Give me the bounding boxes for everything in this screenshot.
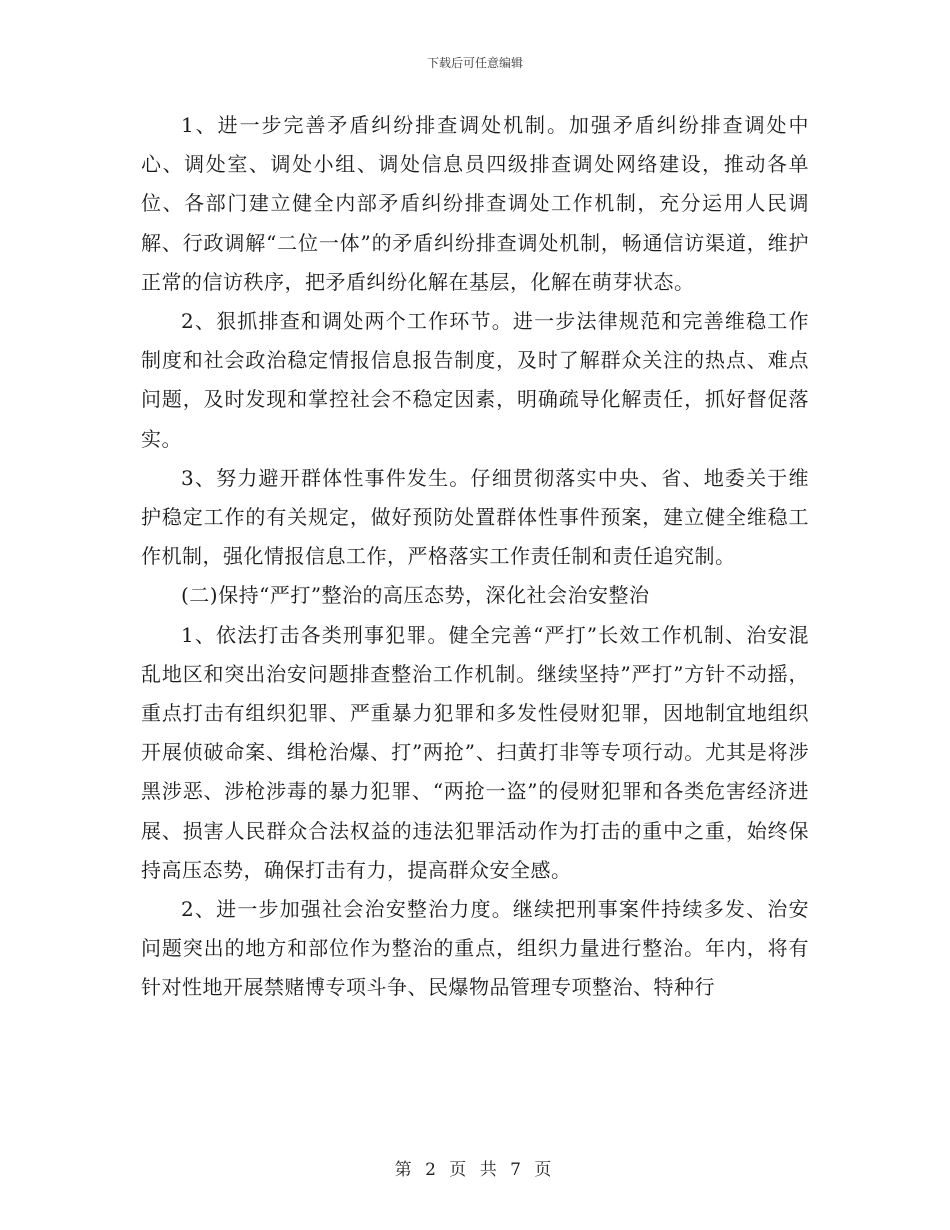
- page-header-note: 下载后可任意编辑: [426, 56, 523, 70]
- paragraph-2: 2、狠抓排查和调处两个工作环节。进一步法律规范和完善维稳工作制度和社会政治稳定情报信息报告制度，及时了解群众关注的热点、难点问题，及时发现和掌控社会不稳定因素，明确疏导化解责任，抓好督促落实。: [141, 309, 809, 451]
- paragraph-3: 3、努力避开群体性事件发生。仔细贯彻落实中央、省、地委关于维护稳定工作的有关规定，做好预防处置群体性事件预案，建立健全维稳工作机制，强化情报信息工作，严格落实工作责任制和责任追究制。: [141, 465, 809, 569]
- paragraph-1: 1、进一步完善矛盾纠纷排查调处机制。加强矛盾纠纷排查调处中心、调处室、调处小组、调处信息员四级排查调处网络建设，推动各单位、各部门建立健全内部矛盾纠纷排查调处工作机制，充分运用人民调解、行政调解“二位一体”的矛盾纠纷排查调处机制，畅通信访渠道，维护正常的信访秩序，把矛盾纠纷化解在基层，化解在萌芽状态。: [141, 113, 809, 294]
- section-heading: (二)保持“严打”整治的高压态势，深化社会治安整治: [181, 583, 650, 608]
- paragraph-4: 1、依法打击各类刑事犯罪。健全完善“严打”长效工作机制、治安混乱地区和突出治安问题排查整治工作机制。继续坚持”严打”方针不动摇，重点打击有组织犯罪、严重暴力犯罪和多发性侵财犯罪，因地制宜地组织开展侦破命案、缉枪治爆、打”两抢”、扫黄打非等专项行动。尤其是将涉黑涉恶、涉枪涉毒的暴力犯罪、“两抢一盗”的侵财犯罪和各类危害经济进展、损害人民群众合法权益的违法犯罪活动作为打击的重中之重，始终保持高压态势，确保打击有力，提高群众安全感。: [141, 622, 809, 882]
- document-body: [141, 106, 809, 1008]
- page-number: 第 2 页 共 7 页: [394, 1160, 556, 1180]
- paragraph-5: 2、进一步加强社会治安整治力度。继续把刑事案件持续多发、治安问题突出的地方和部位作为整治的重点，组织力量进行整治。年内，将有针对性地开展禁赌博专项斗争、民爆物品管理专项整治、特种行: [141, 897, 809, 1000]
